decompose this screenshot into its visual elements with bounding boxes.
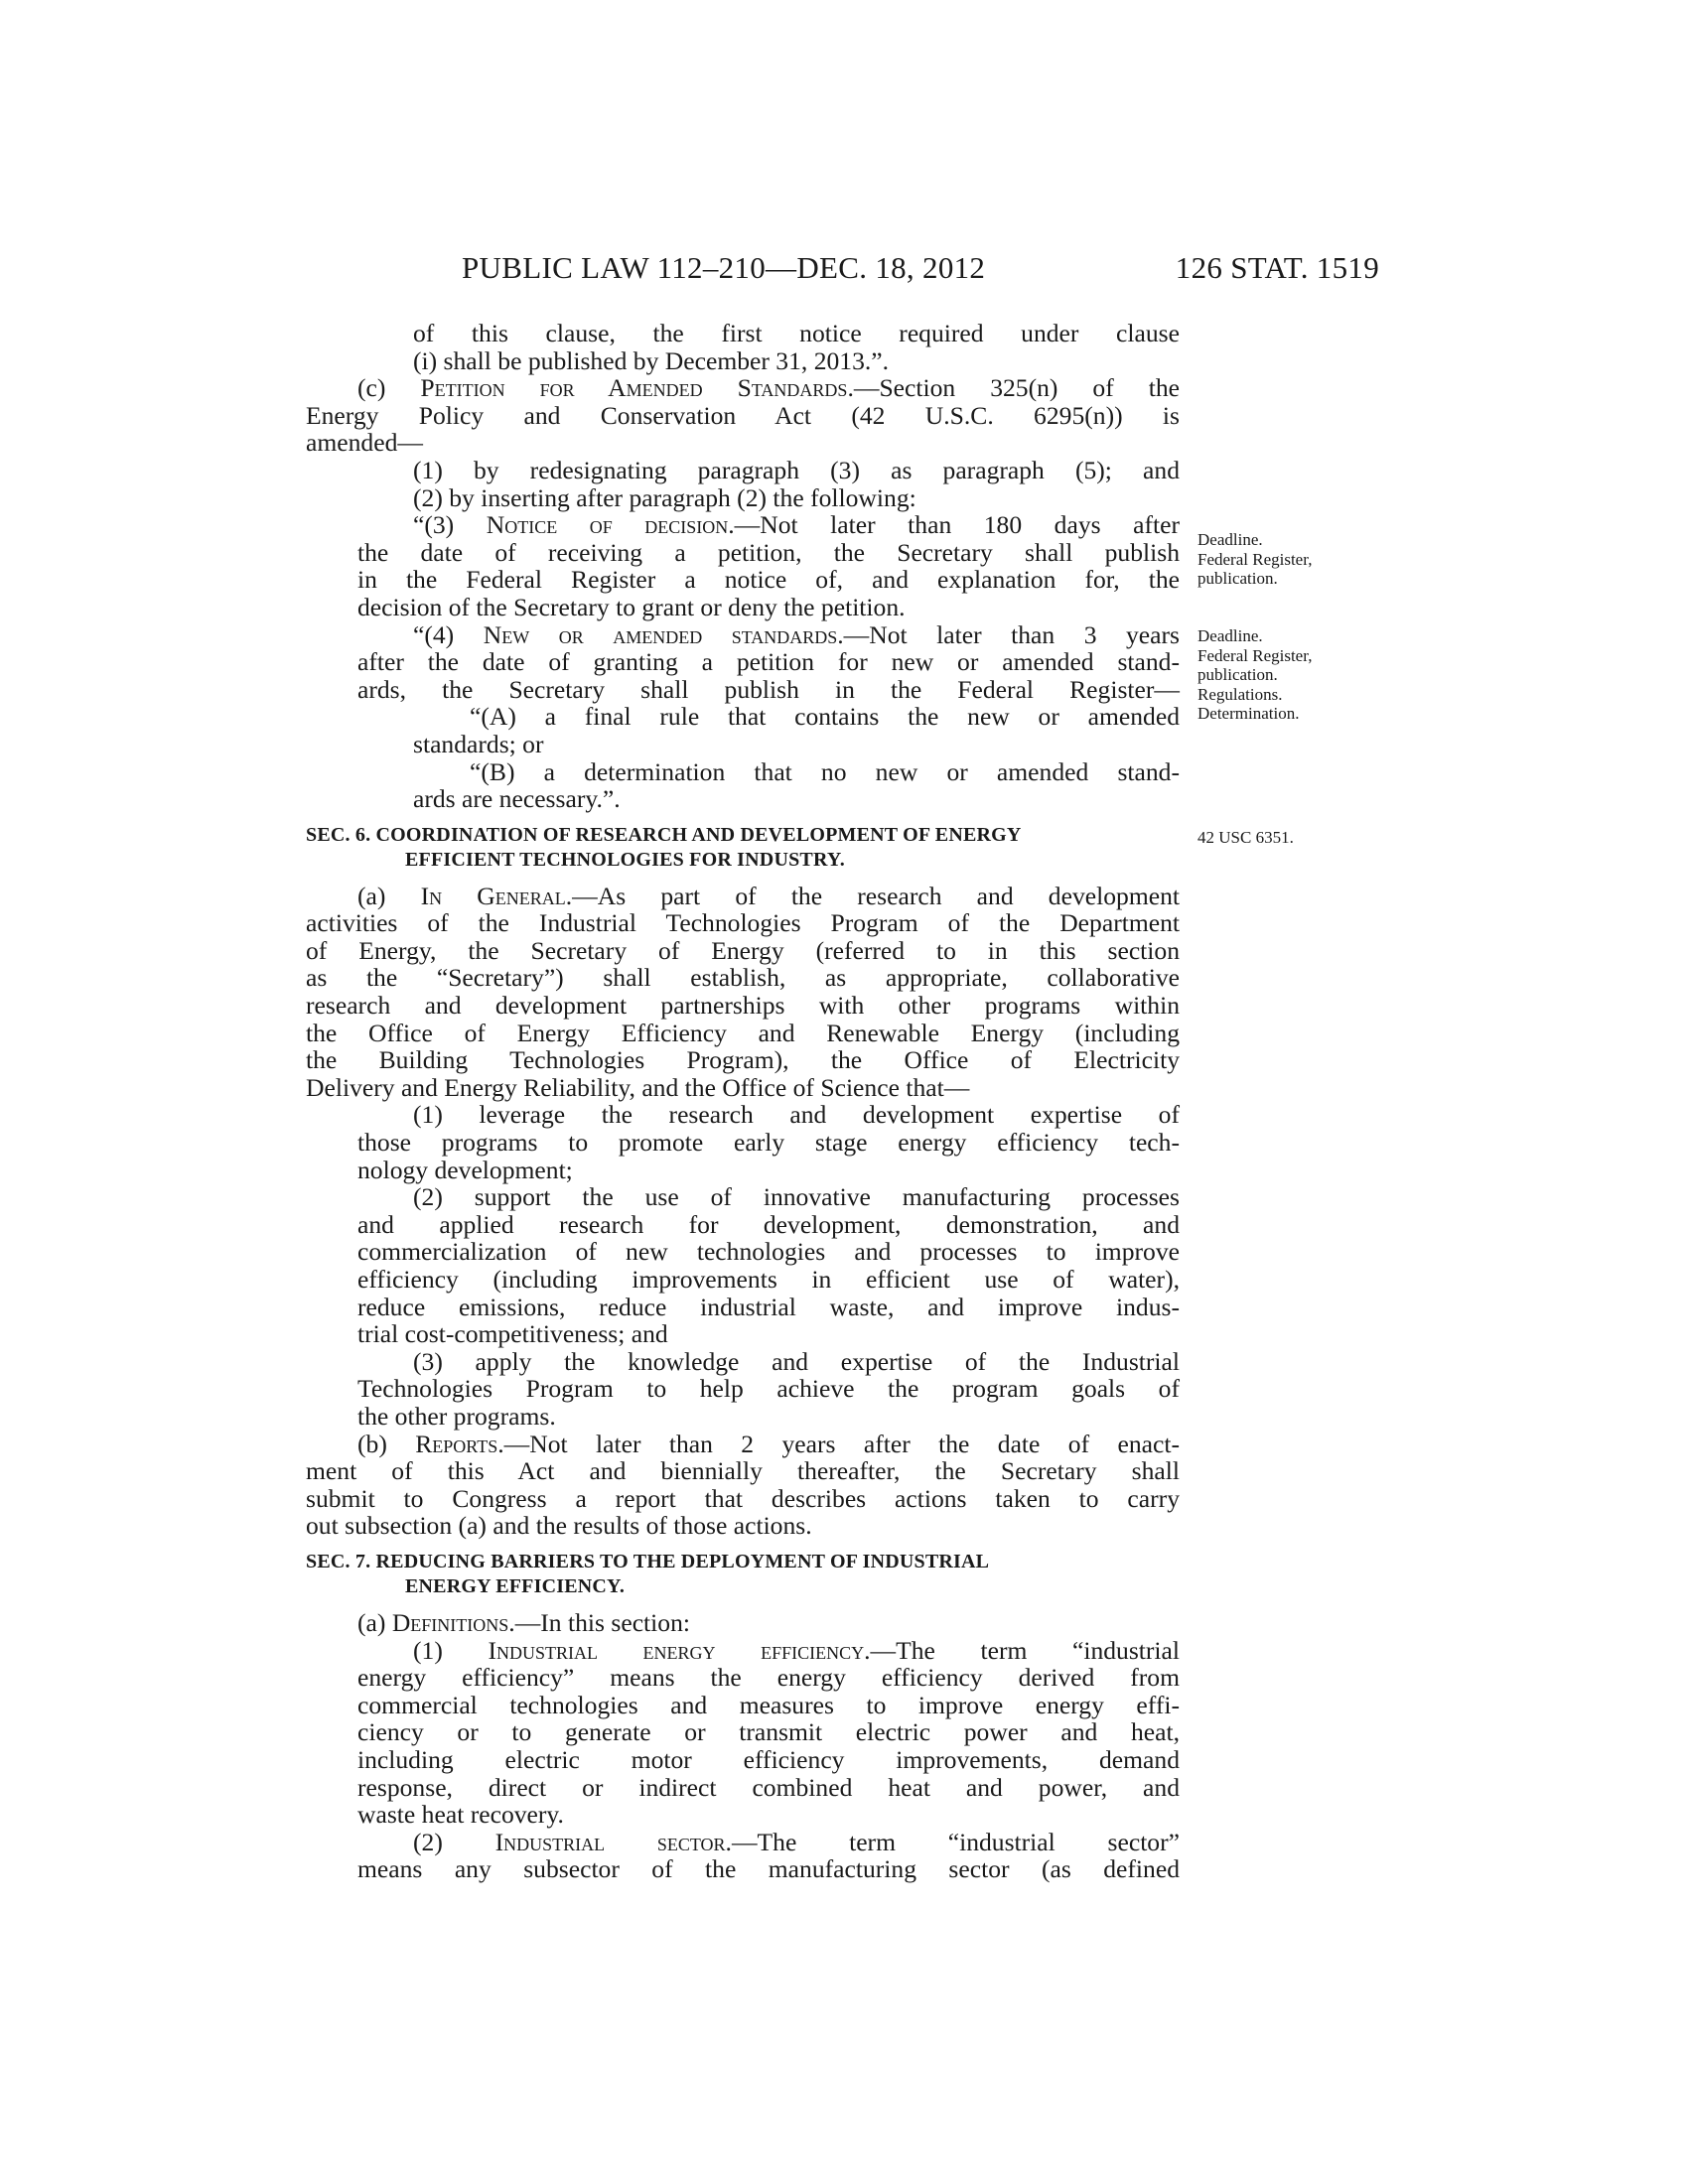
text-line: of Energy, the Secretary of Energy (referred to in this section <box>306 935 1180 965</box>
subsection-a-heading-line: (a) In General.—As part of the research and development <box>357 881 1180 910</box>
text-line: (3) apply the knowledge and expertise of the Industrial <box>413 1346 1180 1376</box>
subsection-b-heading-line: (b) Reports.—Not later than 2 years after the date of enact- <box>357 1429 1180 1458</box>
paragraph-heading: Industrial sector. <box>494 1827 732 1856</box>
text-line: those programs to promote early stage energy efficiency tech- <box>357 1128 1180 1158</box>
text-line: including electric motor efficiency improvements, demand <box>357 1744 1180 1774</box>
text-line: commercialization of new technologies and processes to improve <box>357 1237 1180 1267</box>
text-line: trial cost-competitiveness; and <box>357 1319 668 1349</box>
statute-page-number: 126 STAT. 1519 <box>1175 250 1379 285</box>
public-law-citation: PUBLIC LAW 112–210—DEC. 18, 2012 <box>462 250 986 285</box>
text-line: ment of this Act and biennially thereafter, the Secretary shall <box>306 1456 1180 1486</box>
text-line: submit to Congress a report that describes actions taken to carry <box>306 1483 1180 1513</box>
text-line: the Building Technologies Program), the Office of Electricity <box>306 1045 1180 1075</box>
section-7-title: SEC. 7. REDUCING BARRIERS TO THE DEPLOYMENT OF INDUSTRIAL <box>306 1550 990 1572</box>
paragraph-heading: Notice of decision. <box>486 510 735 540</box>
section-6-title: SEC. 6. COORDINATION OF RESEARCH AND DEVELOPMENT OF ENERGY <box>306 823 1022 846</box>
text-line: out subsection (a) and the results of those actions. <box>306 1511 812 1541</box>
text-line: decision of the Secretary to grant or deny the petition. <box>357 592 906 621</box>
text-line: (2) by inserting after paragraph (2) the following: <box>413 482 916 512</box>
paragraph-heading: New or amended standards. <box>483 619 844 649</box>
text-line: energy efficiency” means the energy efficiency derived from <box>357 1663 1180 1693</box>
subsection-heading: Definitions. <box>391 1607 515 1637</box>
text-line: of this clause, the first notice required under clause <box>413 319 1180 347</box>
text-line: the date of receiving a petition, the Secretary shall publish <box>357 537 1180 567</box>
text-line: the other programs. <box>357 1401 556 1431</box>
subsection-heading: Reports. <box>415 1429 504 1458</box>
text-line: in the Federal Register a notice of, and explanation for, the <box>357 565 1180 595</box>
subsection-c-heading-line: (c) Petition for Amended Standards.—Section 325(n) of the <box>357 373 1180 403</box>
text-line: and applied research for development, demonstration, and <box>357 1209 1180 1239</box>
paragraph-4-heading-line: “(4) New or amended standards.—Not later than 3 years <box>413 619 1180 649</box>
text-line: means any subsector of the manufacturing sector (as defined <box>357 1854 1180 1884</box>
text-line: (1) leverage the research and development expertise of <box>413 1100 1180 1130</box>
text-line: waste heat recovery. <box>357 1800 564 1830</box>
text-line: Technologies Program to help achieve the program goals of <box>357 1374 1180 1404</box>
text-line: ciency or to generate or transmit electric power and heat, <box>357 1717 1180 1747</box>
text-line: response, direct or indirect combined heat and power, and <box>357 1772 1180 1802</box>
text-line: after the date of granting a petition for new or amended stand- <box>357 647 1180 677</box>
statute-body <box>306 320 1180 1883</box>
text-line: (i) shall be published by December 31, 2013.”. <box>413 345 890 375</box>
paragraph-3-heading-line: “(3) Notice of decision.—Not later than 180 days after <box>413 510 1180 540</box>
text-line: efficiency (including improvements in efficient use of water), <box>357 1265 1180 1294</box>
paragraph-2-heading-line: (2) Industrial sector.—The term “industrial sector” <box>413 1827 1180 1856</box>
text-line: amended— <box>306 428 423 458</box>
text-line: nology development; <box>357 1155 573 1184</box>
subsection-heading: In General. <box>420 881 573 910</box>
margin-note-deadline-2: Deadline. Federal Register, publication. Regulations. Determination. <box>1197 626 1313 723</box>
text-line: reduce emissions, reduce industrial waste, and improve indus- <box>357 1292 1180 1321</box>
section-7-title-cont: ENERGY EFFICIENCY. <box>405 1574 626 1597</box>
text-line: as the “Secretary”) shall establish, as appropriate, collaborative <box>306 963 1180 993</box>
subsection-a-heading-line: (a) Definitions.—In this section: <box>357 1607 690 1637</box>
text-line: ards, the Secretary shall publish in the Federal Register— <box>357 674 1180 704</box>
text-line: ards are necessary.”. <box>413 784 621 814</box>
text-line: commercial technologies and measures to improve energy effi- <box>357 1690 1180 1719</box>
text-line: (2) support the use of innovative manufacturing processes <box>413 1182 1180 1212</box>
text-line: (1) by redesignating paragraph (3) as paragraph (5); and <box>413 455 1180 484</box>
margin-note-deadline-1: Deadline. Federal Register, publication. <box>1197 530 1313 588</box>
section-6-title-cont: EFFICIENT TECHNOLOGIES FOR INDUSTRY. <box>405 848 845 871</box>
text-line: the Office of Energy Efficiency and Renewable Energy (including <box>306 1018 1180 1047</box>
margin-note-usc-citation: 42 USC 6351. <box>1197 828 1294 847</box>
paragraph-1-heading-line: (1) Industrial energy efficiency.—The term “industrial <box>413 1635 1181 1665</box>
text-line: “(A) a final rule that contains the new or amended <box>470 702 1180 732</box>
subsection-heading: Petition for Amended Standards. <box>420 373 854 403</box>
text-line: Delivery and Energy Reliability, and the Office of Science that— <box>306 1072 970 1102</box>
text-line: research and development partnerships with other programs within <box>306 991 1180 1021</box>
paragraph-heading: Industrial energy efficiency. <box>488 1635 871 1665</box>
text-line: standards; or <box>413 729 544 758</box>
text-line: “(B) a determination that no new or amended stand- <box>470 756 1180 786</box>
text-line: activities of the Industrial Technologies Program of the Department <box>306 908 1180 938</box>
text-line: Energy Policy and Conservation Act (42 U.S.C. 6295(n)) is <box>306 400 1180 430</box>
